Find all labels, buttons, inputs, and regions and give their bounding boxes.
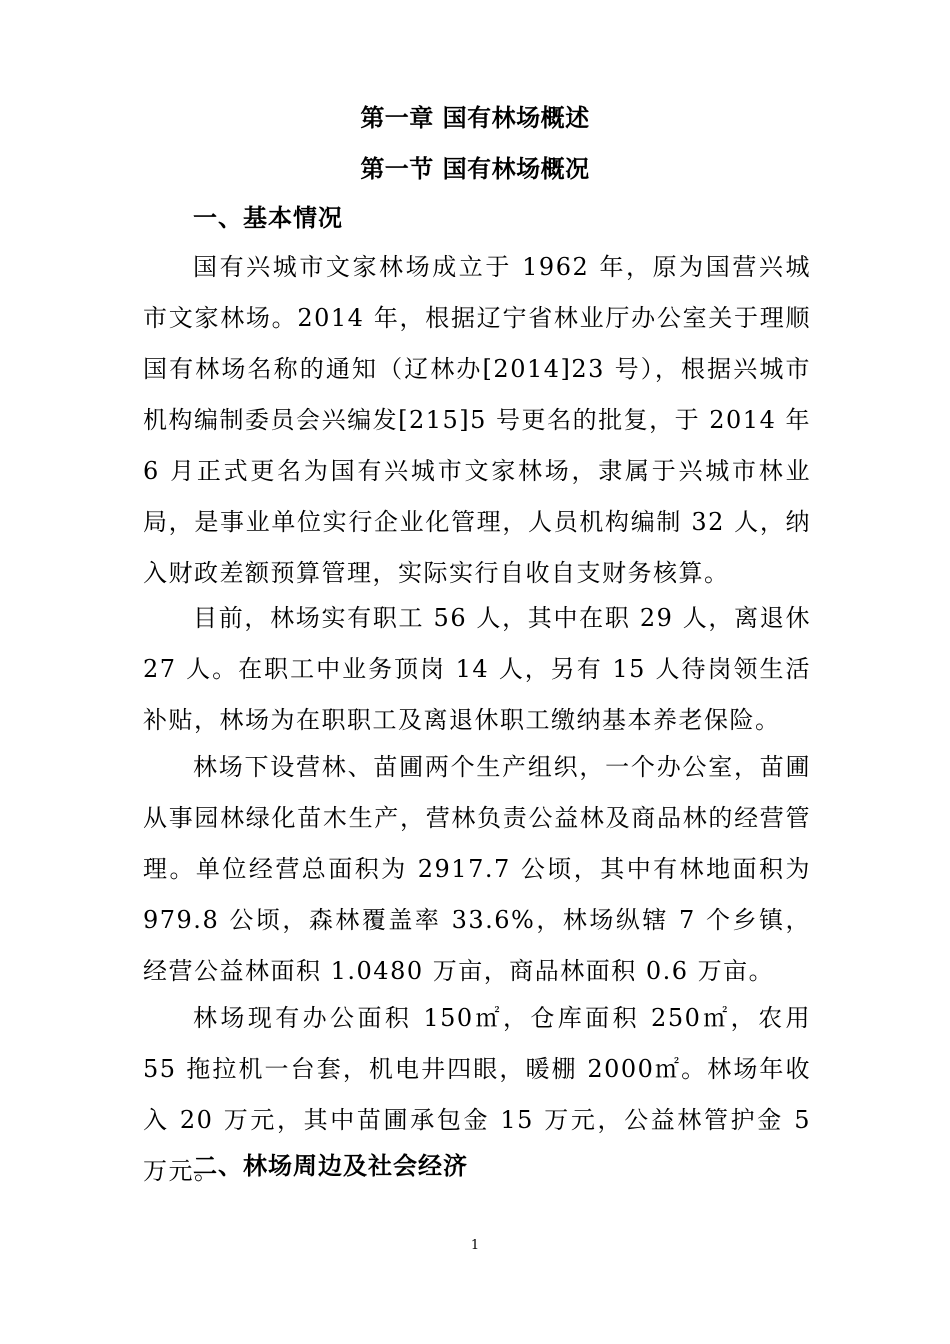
paragraph-staff: 目前，林场实有职工 56 人，其中在职 29 人，离退休 27 人。在职工中业务顶岗 14 人，另有 15 人待岗领生活补贴，林场为在职职工及离退休职工缴纳基本养老保险。 bbox=[143, 604, 811, 734]
paragraph-facilities: 林场现有办公面积 150㎡，仓库面积 250㎡，农用 55 拖拉机一台套，机电井四眼，暖棚 2000㎡。林场年收入 20 万元，其中苗圃承包金 15 万元，公益林管护金 5 万元。 bbox=[143, 1004, 811, 1185]
heading-surroundings: 二、林场周边及社会经济 bbox=[193, 1151, 468, 1180]
section-title: 第一节 国有林场概况 bbox=[360, 154, 590, 183]
page-number: 1 bbox=[470, 1238, 480, 1253]
paragraph-history: 国有兴城市文家林场成立于 1962 年，原为国营兴城市文家林场。2014 年，根据辽宁省林业厅办公室关于理顺国有林场名称的通知（辽林办[2014]23 号），根据兴城市机构编制委员会兴编发[215]5 号更名的批复，于 2014 年 6 月正式更名为国有兴城市文家林场，隶属于兴城市林业局，是事业单位实行企业化管理，人员机构编制 32 人，纳入财政差额预算管理，实际实行自收自支财务核算。 bbox=[143, 253, 811, 587]
chapter-title: 第一章 国有林场概述 bbox=[360, 103, 590, 132]
paragraph-organization: 林场下设营林、苗圃两个生产组织，一个办公室，苗圃从事园林绿化苗木生产，营林负责公益林及商品林的经营管理。单位经营总面积为 2917.7 公顷，其中有林地面积为 979.8 公顷，森林覆盖率 33.6%，林场纵辖 7 个乡镇，经营公益林面积 1.0480 万亩，商品林面积 0.6 万亩。 bbox=[143, 753, 811, 985]
heading-basic-info: 一、基本情况 bbox=[193, 203, 343, 232]
